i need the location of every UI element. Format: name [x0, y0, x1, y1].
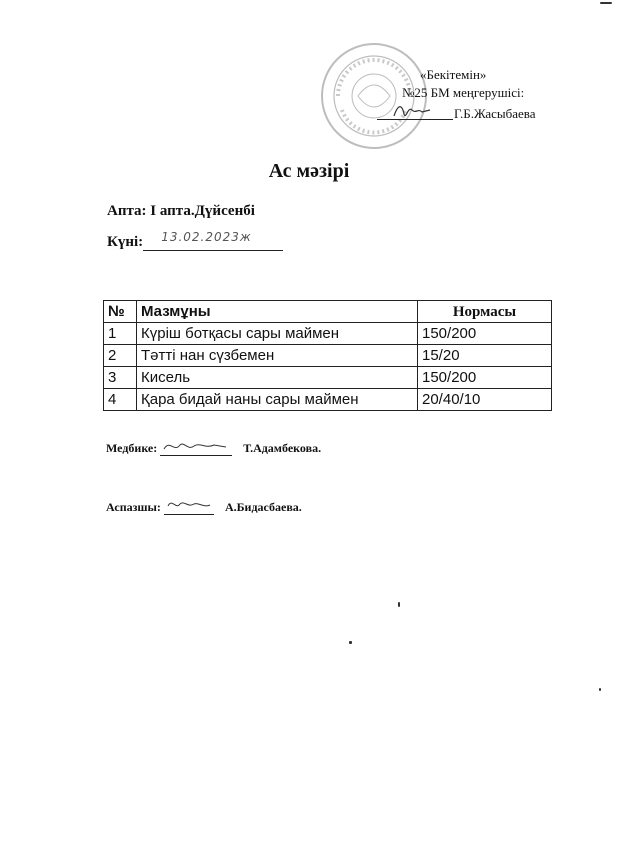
- row-name: Кисель: [137, 367, 418, 389]
- table-row: [104, 345, 552, 367]
- scan-speck: [349, 641, 352, 644]
- scan-speck: [599, 688, 601, 691]
- row-num: 4: [104, 389, 137, 411]
- row-norm: 20/40/10: [418, 389, 552, 411]
- nurse-signature-field: [160, 441, 232, 456]
- table-row: [104, 367, 552, 389]
- nurse-name: Т.Адамбекова.: [243, 441, 322, 455]
- cook-signature-field: [164, 500, 214, 515]
- scan-speck: [398, 602, 400, 607]
- menu-table: [103, 300, 552, 411]
- header-norm: Нормасы: [418, 301, 552, 323]
- row-name: Күріш ботқасы сары маймен: [137, 323, 418, 345]
- date-row: [107, 230, 283, 251]
- approval-signature-line: [377, 119, 453, 120]
- cook-signature-icon: [166, 496, 212, 514]
- header-name: Мазмұны: [137, 301, 418, 323]
- row-name: Тәтті нан сүзбемен: [137, 345, 418, 367]
- row-norm: 150/200: [418, 367, 552, 389]
- row-norm: 150/200: [418, 323, 552, 345]
- approver-name: Г.Б.Жасыбаева: [454, 106, 536, 121]
- approval-role: №25 БМ меңгерушісі:: [402, 85, 525, 100]
- nurse-signature-icon: [162, 437, 228, 455]
- nurse-label: Медбике:: [106, 441, 158, 455]
- nurse-signature-row: [106, 441, 321, 456]
- cook-name: А.Бидасбаева.: [224, 500, 302, 514]
- document-title: Ас мәзірі: [268, 160, 350, 182]
- table-header-row: [104, 301, 552, 323]
- row-num: 3: [104, 367, 137, 389]
- cook-label: Аспазшы:: [106, 500, 161, 514]
- week-label: Апта: І апта.Дүйсенбі: [107, 203, 255, 219]
- date-field: [143, 230, 283, 251]
- header-num: №: [104, 301, 137, 323]
- row-num: 2: [104, 345, 137, 367]
- row-norm: 15/20: [418, 345, 552, 367]
- date-label: Күні:: [107, 234, 144, 250]
- row-name: Қара бидай наны сары маймен: [137, 389, 418, 411]
- scan-speck: [600, 2, 612, 4]
- table-row: [104, 389, 552, 411]
- approval-title: «Бекітемін»: [420, 67, 487, 82]
- table-row: [104, 323, 552, 345]
- date-value: 13.02.2023ж: [161, 230, 252, 244]
- cook-signature-row: [106, 500, 302, 515]
- row-num: 1: [104, 323, 137, 345]
